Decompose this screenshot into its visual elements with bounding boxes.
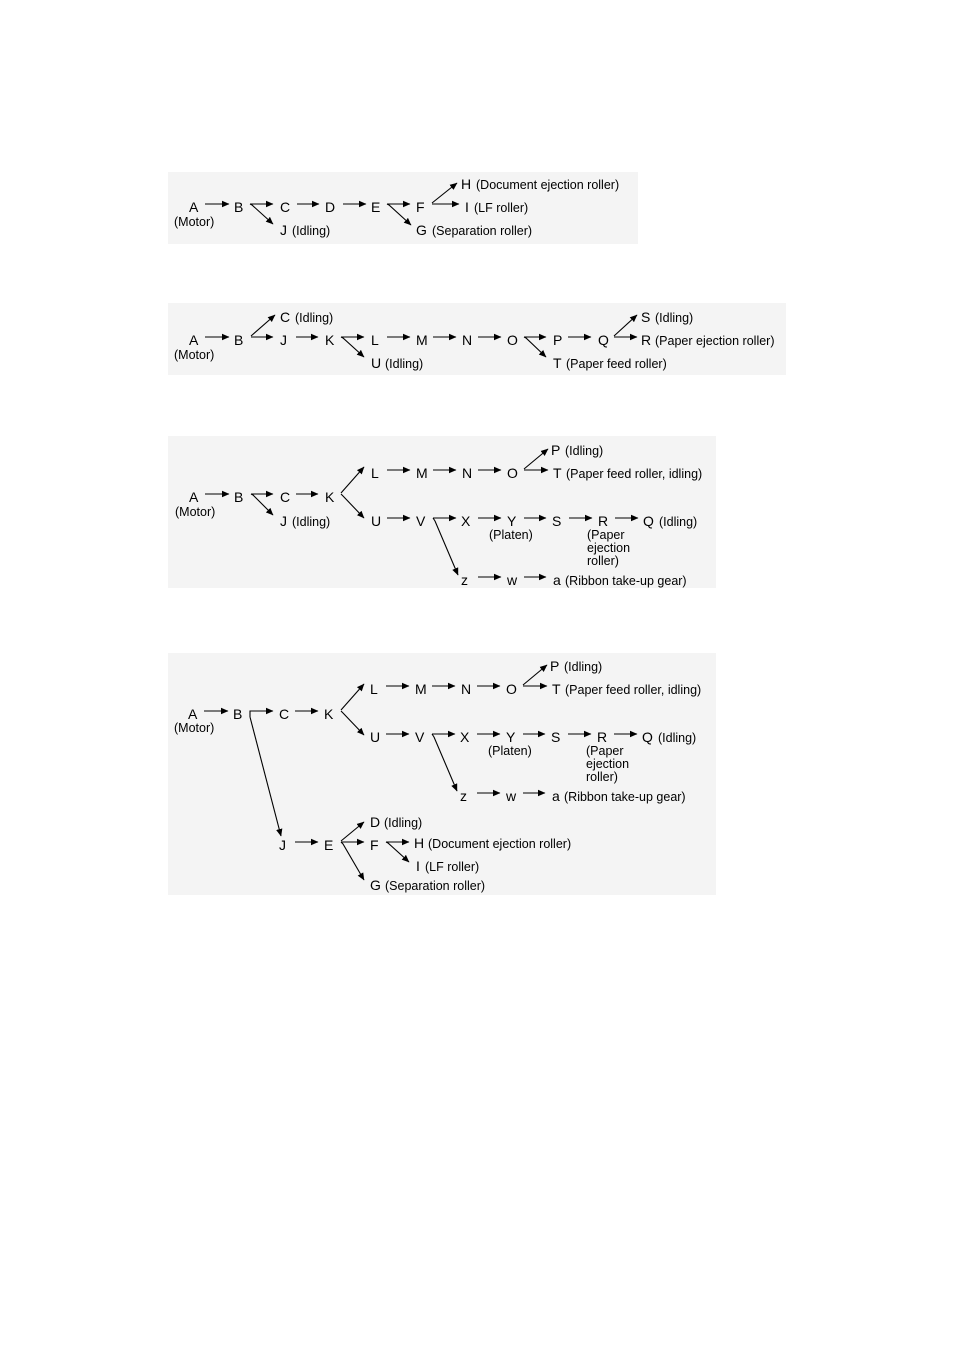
node-s: S	[551, 729, 561, 745]
node-v: V	[416, 513, 426, 529]
u-idling-note: (Idling)	[385, 357, 424, 371]
node-a: A	[188, 706, 198, 722]
h-note: (Document ejection roller)	[428, 837, 572, 851]
s-idling-note: (Idling)	[655, 311, 694, 325]
node-h: H	[414, 835, 425, 851]
node-z: z	[460, 788, 467, 804]
node-o: O	[506, 681, 517, 697]
node-j: J	[279, 837, 286, 853]
node-g: G	[416, 222, 427, 238]
node-q: Q	[642, 729, 653, 745]
node-r: R	[597, 729, 608, 745]
motor-note: (Motor)	[174, 215, 215, 229]
node-e: E	[324, 837, 334, 853]
node-m: M	[416, 465, 428, 481]
node-t: T	[552, 681, 561, 697]
node-q: Q	[598, 332, 609, 348]
node-p: P	[551, 442, 561, 458]
t-note: (Paper feed roller, idling)	[566, 467, 703, 481]
d-idling-note: (Idling)	[384, 816, 423, 830]
node-p: P	[553, 332, 563, 348]
node-m: M	[415, 681, 427, 697]
node-w: w	[506, 788, 517, 804]
node-l: L	[371, 332, 379, 348]
node-e: E	[371, 199, 381, 215]
node-b: B	[234, 489, 244, 505]
r-note-line-2: ejection	[586, 757, 630, 771]
node-j: J	[280, 513, 287, 529]
node-h: H	[461, 176, 472, 192]
r-note-line-2: ejection	[587, 541, 631, 555]
g-note: (Separation roller)	[385, 879, 486, 893]
node-f: F	[416, 199, 425, 215]
node-v: V	[415, 729, 425, 745]
g-note: (Separation roller)	[432, 224, 533, 238]
q-idling-note: (Idling)	[658, 731, 697, 745]
node-a: A	[189, 199, 199, 215]
node-k: K	[325, 489, 335, 505]
node-o: O	[507, 332, 518, 348]
diagram-4	[168, 653, 716, 895]
node-a: A	[189, 332, 199, 348]
node-b: B	[233, 706, 243, 722]
node-j: J	[280, 222, 287, 238]
node-d: D	[325, 199, 336, 215]
node-m: M	[416, 332, 428, 348]
node-i: I	[416, 858, 420, 874]
node-b: B	[234, 199, 244, 215]
diagram-3-panel	[168, 436, 716, 588]
a-note: (Ribbon take-up gear)	[564, 790, 686, 804]
j-idling-note: (Idling)	[292, 515, 331, 529]
j-idling-note: (Idling)	[292, 224, 331, 238]
node-k: K	[324, 706, 334, 722]
r-note-line-1: (Paper	[587, 528, 625, 542]
node-a: A	[189, 489, 199, 505]
node-x: X	[460, 729, 470, 745]
node-n: N	[461, 681, 472, 697]
node-t: T	[553, 355, 562, 371]
node-s: S	[641, 309, 651, 325]
node-t: T	[553, 465, 562, 481]
motor-note: (Motor)	[174, 348, 215, 362]
node-s: S	[552, 513, 562, 529]
node-b: B	[234, 332, 244, 348]
diagram-1	[168, 172, 638, 244]
t-note: (Paper feed roller, idling)	[565, 683, 702, 697]
node-k: K	[325, 332, 335, 348]
node-n: N	[462, 332, 473, 348]
node-n: N	[462, 465, 473, 481]
node-y: Y	[507, 513, 517, 529]
node-y: Y	[506, 729, 516, 745]
node-g: G	[370, 877, 381, 893]
diagram-2	[168, 303, 786, 375]
node-u: U	[371, 513, 382, 529]
node-l: L	[371, 465, 379, 481]
node-c: C	[280, 489, 291, 505]
y-platen-note: (Platen)	[488, 744, 532, 758]
r-note-line-3: roller)	[586, 770, 618, 784]
r-note-line-3: roller)	[587, 554, 619, 568]
node-x: X	[461, 513, 471, 529]
node-d: D	[370, 814, 381, 830]
node-j: J	[280, 332, 287, 348]
node-f: F	[370, 837, 379, 853]
node-i: I	[465, 199, 469, 215]
diagram-3	[168, 436, 716, 588]
i-note: (LF roller)	[474, 201, 529, 215]
node-w: w	[507, 572, 518, 588]
node-q: Q	[643, 513, 654, 529]
a-note: (Ribbon take-up gear)	[565, 574, 687, 588]
node-a-lower: a	[553, 572, 561, 588]
i-note: (LF roller)	[425, 860, 480, 874]
node-r: R	[641, 332, 652, 348]
y-platen-note: (Platen)	[489, 528, 533, 542]
p-idling-note: (Idling)	[564, 660, 603, 674]
p-idling-note: (Idling)	[565, 444, 604, 458]
t-note: (Paper feed roller)	[566, 357, 667, 371]
motor-note: (Motor)	[175, 505, 216, 519]
node-z: z	[461, 572, 468, 588]
node-c: C	[280, 199, 291, 215]
node-c: C	[280, 309, 291, 325]
c-idling-note: (Idling)	[295, 311, 334, 325]
motor-note: (Motor)	[174, 721, 215, 735]
r-note: (Paper ejection roller)	[655, 334, 775, 348]
r-note-line-1: (Paper	[586, 744, 624, 758]
node-c: C	[279, 706, 290, 722]
node-l: L	[370, 681, 378, 697]
node-p: P	[550, 658, 560, 674]
h-note: (Document ejection roller)	[476, 178, 620, 192]
q-idling-note: (Idling)	[659, 515, 698, 529]
node-a-lower: a	[552, 788, 560, 804]
node-r: R	[598, 513, 609, 529]
node-u: U	[371, 355, 382, 371]
node-o: O	[507, 465, 518, 481]
node-u: U	[370, 729, 381, 745]
